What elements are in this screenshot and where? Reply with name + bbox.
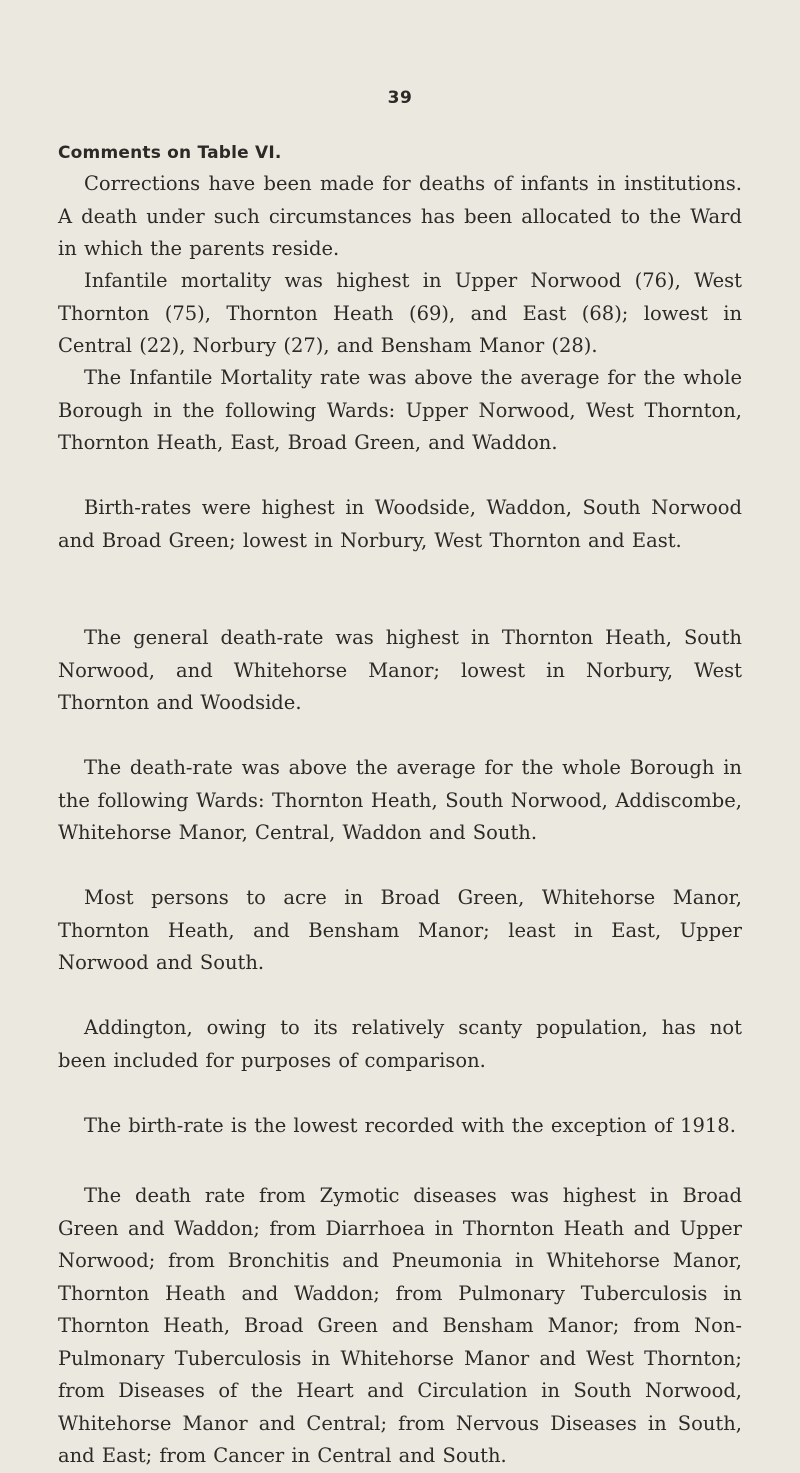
paragraph-infantile-rate-above-average: The Infantile Mortality rate was above the average for the whole Borough in the following Wards: Upper Norwood, West Thornton, Thornton Heath, East, Broad Green, and Waddon. <box>58 366 742 454</box>
paragraph-infantile-mortality: Infantile mortality was highest in Upper Norwood (76), West Thornton (75), Thornton Heath (69), and East (68); lowest in Central (22), Norbury (27), and Bensham Manor (28). <box>58 269 742 357</box>
paragraph-death-rate-above-average: The death-rate was above the average for the whole Borough in the following Wards: Thornton Heath, South Norwood, Addiscombe, Whitehorse Manor, Central, Waddon and South. <box>58 756 742 844</box>
paragraph-persons-per-acre: Most persons to acre in Broad Green, Whitehorse Manor, Thornton Heath, and Bensham Manor; least in East, Upper Norwood and South. <box>58 886 742 974</box>
section-heading: Comments on Table VI. <box>58 143 282 163</box>
paragraph-general-death-rate: The general death-rate was highest in Thornton Heath, South Norwood, and Whitehorse Manor; lowest in Norbury, West Thornton and Woodside. <box>58 626 742 714</box>
paragraph-zymotic-diseases: The death rate from Zymotic diseases was highest in Broad Green and Waddon; from Diarrhoea in Thornton Heath and Upper Norwood; from Bronchitis and Pneumonia in Whitehorse Manor, Thornton Heath and Waddon; from Pulmonary Tuberculosis in Thornton Heath, Broad Green and Bensham Manor; from Non-Pulmonary Tuberculosis in Whitehorse Manor and West Thornton; from Diseases of the Heart and Circulation in South Norwood, Whitehorse Manor and Central; from Nervous Diseases in South, and East; from Cancer in Central and South. <box>58 1184 742 1467</box>
page-number: 39 <box>387 88 413 108</box>
paragraph-corrections: Corrections have been made for deaths of infants in institutions. A death under such circumstances has been allocated to the Ward in which the parents reside. <box>58 172 742 260</box>
paragraph-birth-rate-lowest: The birth-rate is the lowest recorded with the exception of 1918. <box>84 1114 736 1137</box>
paragraph-birth-rates: Birth-rates were highest in Woodside, Waddon, South Norwood and Broad Green; lowest in Norbury, West Thornton and East. <box>58 496 742 552</box>
paragraph-addington: Addington, owing to its relatively scanty population, has not been included for purposes of comparison. <box>58 1016 742 1072</box>
